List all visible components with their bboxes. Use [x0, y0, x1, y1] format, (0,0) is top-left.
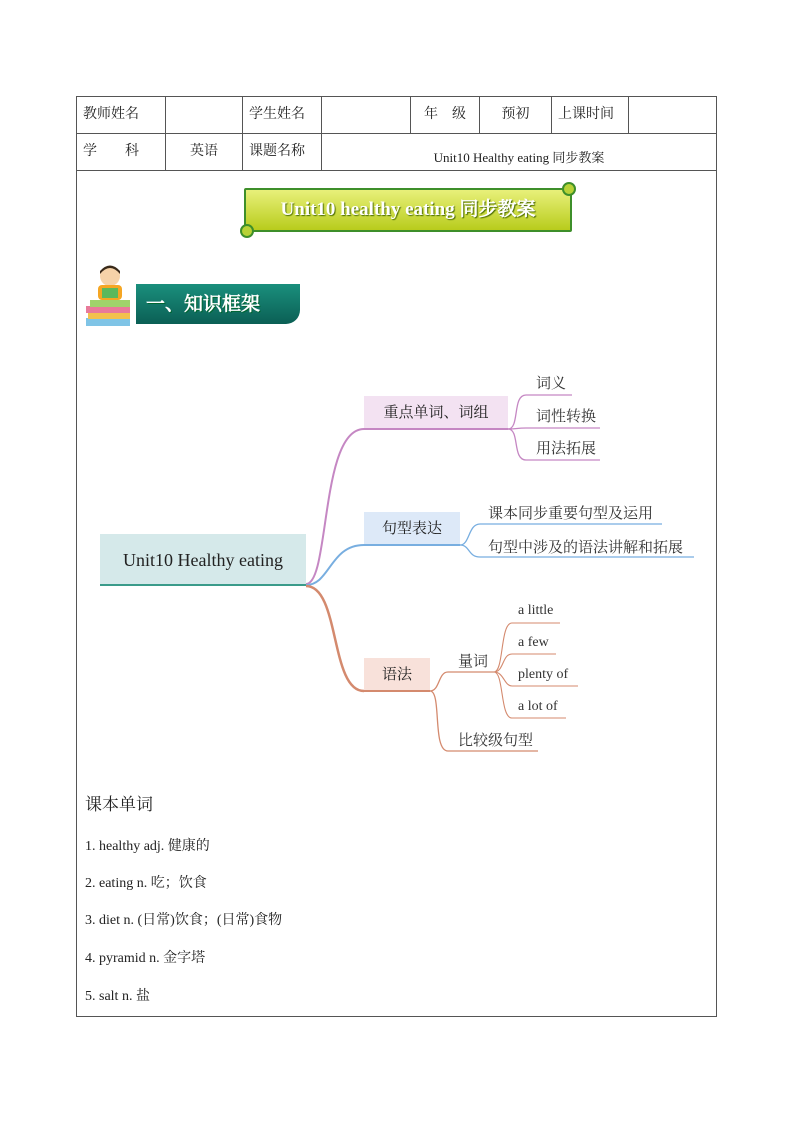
subject-value: 英语: [166, 134, 243, 171]
branch-sentence-patterns: 句型表达: [364, 512, 460, 546]
node-word-meaning: 词义: [536, 374, 567, 392]
time-label: 上课时间: [552, 97, 629, 134]
mindmap-root: Unit10 Healthy eating: [100, 534, 306, 586]
branch-key-words: 重点单词、词组: [364, 396, 508, 430]
node-plenty-of: plenty of: [518, 667, 569, 682]
vocab-heading: 课本单词: [85, 795, 153, 815]
node-a-little: a little: [518, 603, 554, 618]
vocab-item: 3. diet n. (日常)饮食；(日常)食物: [85, 913, 283, 928]
banner-title: Unit10 healthy eating 同步教案: [280, 199, 536, 220]
node-comparative: 比较级句型: [458, 731, 534, 749]
node-word-class: 词性转换: [536, 407, 597, 425]
teacher-label: 教师姓名: [77, 97, 166, 134]
node-key-sentences: 课本同步重要句型及运用: [488, 504, 654, 522]
vocab-item: 2. eating n. 吃；饮食: [85, 875, 207, 891]
node-quantifiers: 量词: [458, 652, 489, 670]
node-a-lot-of: a lot of: [518, 699, 558, 714]
branch-grammar: 语法: [364, 658, 430, 692]
section-title: 一、知识框架: [146, 293, 261, 315]
student-label: 学生姓名: [243, 97, 322, 134]
grade-label: 年 级: [411, 97, 480, 134]
vocab-item: 5. salt n. 盐: [85, 988, 150, 1004]
subject-label: 学 科: [77, 134, 166, 171]
course-label: 课题名称: [243, 134, 322, 171]
node-grammar-explain: 句型中涉及的语法讲解和拓展: [488, 538, 684, 556]
node-usage: 用法拓展: [536, 439, 597, 457]
node-a-few: a few: [518, 635, 549, 650]
vocab-item: 4. pyramid n. 金字塔: [85, 950, 206, 966]
vocab-item: 1. healthy adj. 健康的: [85, 838, 210, 854]
grade-value: 预初: [480, 97, 552, 134]
course-value: Unit10 Healthy eating 同步教案: [322, 134, 717, 171]
